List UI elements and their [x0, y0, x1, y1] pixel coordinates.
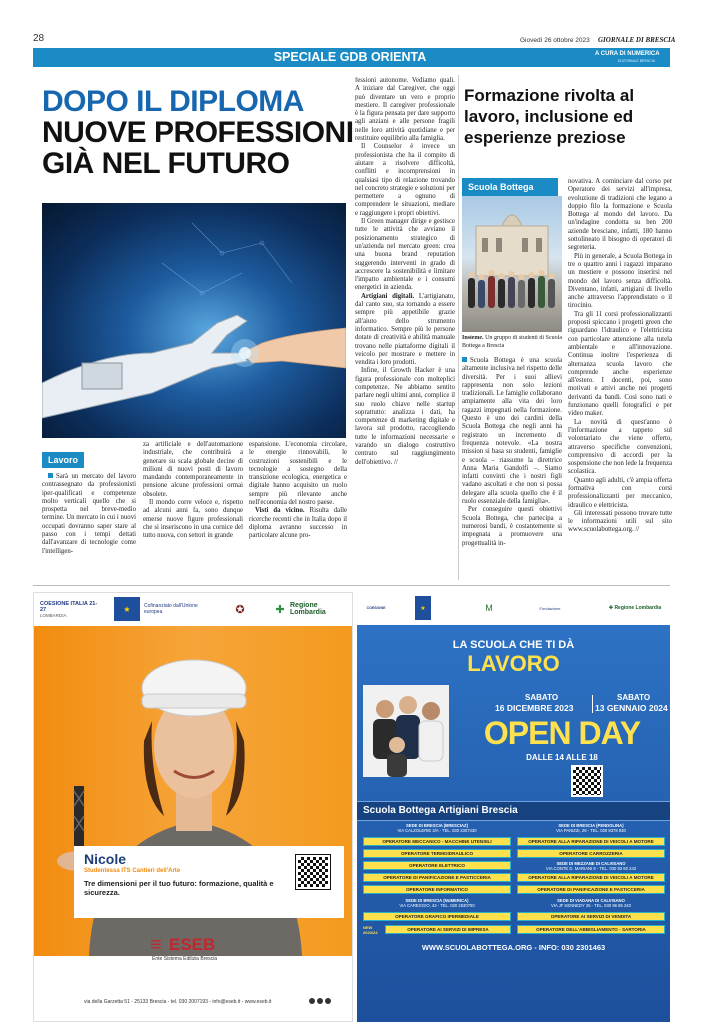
course-right-1[interactable]: OPERATORE ALLA RIPARAZIONE DI VEICOLI A MOTORE	[517, 837, 665, 846]
lombardia-cross-icon: ✚	[275, 603, 285, 616]
date1-day: SABATO	[525, 693, 559, 702]
course-left-7[interactable]: OPERATORE AI SERVIZI DI IMPRESA	[385, 925, 511, 934]
course-right-6[interactable]: OPERATORE DELL'ABBIGLIAMENTO - SARTORIA	[517, 925, 665, 934]
nicole-tagline: Tre dimensioni per il tuo futuro: formazione, qualità e sicurezza.	[84, 879, 274, 897]
robot-hand-image	[42, 203, 346, 438]
course-right-3[interactable]: OPERATORE ALLA RIPARAZIONE DI VEICOLI A MOTORE	[517, 873, 665, 882]
lombardia-logo-2: ✚ Regione Lombardia	[608, 605, 662, 611]
date2-day: SABATO	[617, 693, 651, 702]
course-left-1[interactable]: OPERATORE MECCANICO - MACCHINE UTENSILI	[363, 837, 511, 846]
lavoro-tag: Lavoro	[42, 452, 84, 468]
main-col-right: fessioni autonome. Vediamo quali. A iniziare dal Caregiver, che oggi può diventare un vero e proprio mestiere. Il caregiver professionale è la figura pensata per dare supporto agli anziani e alle persone fragili nelle loro attività quotidiane e per restituire equilibrio alla famiglia. Il Counselor è invece un professionista che ha il compito di aiutare a risolvere difficoltà, conflitti e incomprensioni in qualsiasi tipo di relazione trovando nel concreto strategie e soluzioni per permettere a ognuno di comprendere le situazioni, mediare e raggiungere i propri obiettivi. Il Green manager dirige e gestisce tutte le attività che avviano il posizionamento strategico di un'azienda nel mercato green: crea una buona brand reputation suggerendo interventi in grado di accrescere la sostenibilità e limitare l'impatto ambientale e i consumi energetici in azienda. Artigiani digitali. L'artigianato, dal canto suo, sta tornando a essere sempre più appetibile grazie all'aiuto dello strumento informatico. Sempre più le persone dotate di creatività e abilità manuale trovano nelle piattaforme digitali il veicolo per mostrare e mettere in vendita i loro prodotti. Infine, il Growth Hacker è una figura professionale con molteplici competenze. Ne abbiamo sentito parlare negli ultimi anni, complice il suo ruolo chiave nelle startup soprattutto: analizza i dati, ha competenze di marketing digitale e lavora sul prodotto, raccogliendo tutte le informazioni necessarie e varando un dialogo costruttivo centrato sul raggiungimento dell'obiettivo. //	[355, 77, 455, 466]
side-title: Formazione rivolta al lavoro, inclusione ed esperienze preziose	[464, 86, 635, 147]
facebook-icon[interactable]	[309, 998, 315, 1004]
photo-caption: Insieme. Un gruppo di studenti di Scuola Bottega a Brescia	[462, 335, 562, 349]
date2: 13 GENNAIO 2024	[595, 703, 668, 713]
eseb-logo-mark-icon: ≡	[150, 934, 162, 956]
course-left-3[interactable]: OPERATORE ELETTRICO	[363, 861, 511, 870]
poster-headline-2: LAVORO	[467, 651, 560, 676]
piazza-illustration	[462, 196, 562, 332]
side-article	[462, 75, 672, 580]
sede2: SEDE DI BRESCIA (PENDOLINA) VIA PANIZZI, 28 - TEL. 030 8378 930	[556, 823, 626, 834]
side-col-2: novativa. A cominciare dal corso per Operatore dei servizi all'impresa, evoluzione di tradizioni che legano a doppio filo la formazione e Scuola Bottega al mondo del lavoro. Da un'indagine condotta su ben 200 aziende bresciane, infatti, 180 hanno sottolineato il bisogno di operatori di segreteria. Più in generale, a Scuola Bottega in tre o quattro anni i ragazzi imparano un mestiere e possono inserirsi nel mondo del lavoro senza difficoltà. Diventano, infatti, artigiani di livello anche attraverso l'apprendistato o il tirocinio. Tra gli 11 corsi professionalizzanti proposti spiccano i progetti green che riguardano l'idraulico e l'elettricista con particolare attenzione alla tutela ambientale e all'innovazione. Continua inoltre l'esperienza di alternanza scuola lavoro che comprende anche esperienze all'estero. I docenti, poi, sono motivati e attivi anche nei progetti derivanti da bandi. Così sono nati e funzionano quelli fotografici e per video maker. La novità di quest'anno è l'informazione a tappeto sul volontariato che viene offerto, attraverso specifiche convenzioni, comprensivo di accordi per la sospensione che non lede la frequenza scolastica. Quanto agli adulti, c'è ampia offerta formativa con corsi professionalizzanti per meccanico, idraulico e elettricista. Gli interessati possono trovare tutte le informazioni utili sul sito www.scuolabottega.org. //	[568, 178, 672, 534]
eu-flag-icon-2: ★	[415, 596, 431, 620]
eu-flag-icon: ★	[114, 597, 140, 621]
nicole-role: Studentessa ITS Cantieri dell'Arte	[84, 868, 181, 874]
fse-logo: Fondazione	[539, 605, 561, 611]
course-right-4[interactable]: OPERATORE DI PANIFICAZIONE E PASTICCERIA	[517, 885, 665, 894]
coesione-logo-2: COESIONE	[366, 606, 386, 610]
instagram-icon[interactable]	[317, 998, 323, 1004]
open-day-title: OPEN DAY	[483, 715, 641, 751]
social-icons	[309, 998, 331, 1004]
course-right-5[interactable]: OPERATORE AI SERVIZI DI VENDITA	[517, 912, 665, 921]
poster-footer[interactable]: WWW.SCUOLABOTTEGA.ORG - INFO: 030 2301463	[421, 943, 606, 952]
qr-code-icon[interactable]	[296, 855, 330, 889]
sede1: SEDE DI BRESCIA (BRESCIAZ) VIA CALZOLERIE 3/A - TEL. 030 2307430	[397, 823, 477, 834]
robot-hand-illustration	[42, 203, 346, 438]
numerica-logo: NUMERICA	[627, 51, 660, 57]
main-title-line2: NUOVE PROFESSIONI	[42, 116, 354, 149]
students-photo	[462, 196, 562, 332]
column-divider	[458, 75, 459, 580]
coesione-logo: COESIONE ITALIA 21-27 LOMBARDIA	[40, 600, 98, 618]
eseb-footer: via della Garzetta 51 - 25133 Brescia - tel. 030 2007193 - info@eseb.it - www.eseb.it	[84, 999, 272, 1005]
new-badge: NEW 2023/24	[363, 925, 378, 935]
poster-students-photo	[363, 685, 449, 777]
poster-students-illustration	[363, 685, 449, 777]
main-col-3: espansione. L'economia circolare, le energie rinnovabili, le costruzioni sostenibili e le tecnologie a sostegno della transizione ecologica, energetica e digitale hanno acquisito un ruolo sempre più rilevante anche nell'economia del nostro paese. Visti da vicino. Risulta dalle ricerche recenti che in Italia dopo il diploma avranno successo in particolare alcune pro-	[249, 441, 347, 540]
main-title-line3: GIÀ NEL FUTURO	[42, 147, 290, 180]
page-number: 28	[33, 33, 45, 44]
eseb-logo: ESEB	[169, 935, 216, 954]
curator-sub: EDITORIALE BRESCIA	[618, 59, 656, 63]
main-title-line1: DOPO IL DIPLOMA	[42, 85, 304, 118]
ministry-logo: M	[485, 603, 493, 613]
sede5: SEDE DI VIADANA DI CALVISANO VIA JF KENNEDY 35 - TEL. 030 96 85 240	[551, 898, 631, 909]
sede3: SEDE DI MEZZANE DI CALVISANO VIA CONTE D. MARIANI 8 - TEL. 030 93 60 243	[545, 861, 637, 872]
poster-qr-icon[interactable]	[571, 765, 603, 797]
region-label: Regione Lombardia	[290, 602, 326, 616]
open-day-hours: DALLE 14 ALLE 18	[526, 753, 598, 762]
eseb-logo-sub: Ente Sistema Edilizia Brescia	[152, 956, 218, 962]
course-left-5[interactable]: OPERATORE INFORMATICO	[363, 885, 511, 894]
main-article	[33, 75, 457, 580]
nicole-name: Nicole	[84, 851, 127, 867]
scuola-bottega-ad	[357, 592, 670, 1022]
youtube-icon[interactable]	[325, 998, 331, 1004]
course-left-2[interactable]: OPERATORE TERMOIDRAULICO	[363, 849, 511, 858]
poster-headline-1: LA SCUOLA CHE TI DÀ	[452, 639, 575, 651]
side-tag: Scuola Bottega	[468, 182, 534, 192]
poster	[357, 625, 670, 1022]
bullet-square-icon	[48, 473, 53, 478]
header-date: Giovedì 26 ottobre 2023	[520, 37, 590, 44]
ads-separator	[33, 585, 670, 586]
bullet-square-icon	[462, 357, 467, 362]
curated-by: A CURA DI NUMERICA	[595, 51, 660, 57]
date-divider	[592, 695, 593, 713]
section-title: SPECIALE GDB ORIENTA	[273, 50, 427, 64]
sede4: SEDE DI BRESCIA (NUMERICA) VIA CAREGGIO, 43 - TEL. 030 2530750	[399, 898, 475, 909]
eu-label: Cofinanziato dall'Unione europea	[144, 603, 198, 615]
course-left-4[interactable]: OPERATORE DI PANIFICAZIONE E PASTICCERIA	[363, 873, 511, 882]
course-right-2[interactable]: OPERATORE CARROZZERIA	[517, 849, 665, 858]
school-name: Scuola Bottega Artigiani Brescia	[363, 805, 518, 816]
main-col-1: Sarà un mercato del lavoro contrassegnato da professionisti iper-qualificati e competenze molto verticali quello che si prospetta nel breve-medio termine. Un mercato in cui i nuovi occupati dovranno saper stare al passo con i tempi dettati dall'avanzare di tecnologie come l'intelligen-	[42, 473, 136, 555]
date1: 16 DICEMBRE 2023	[495, 703, 574, 713]
side-col-1: Scuola Bottega è una scuola altamente inclusiva nel rispetto delle diversità. Per i suoi allievi rappresenta non solo lezioni tradizionali. Le famiglie collaborano ampiamente alla vita dei loro ragazzi impegnati nella formazione. Questo è uno dei cardini della Scuola Bottega che negli anni ha registrato un incremento di frequenza notevole. «La nostra mission si basa su studenti, famiglie e scuola – riassume la direttrice Anna Maria Gandolfi –. Siamo infatti convinti che i nostri figli vadano ascoltati e che non si possa delegare alla scuola quello che è il ruolo essenziale della famiglia». Per conseguire questi obiettivi Scuola Bottega, che partecipa a numerosi bandi, è costantemente si impegnata a promuovere una progettualità in-	[462, 357, 562, 547]
course-left-6[interactable]: OPERATORE GRAFICO IPERMEDIALE	[363, 912, 511, 921]
newspaper-name: GIORNALE DI BRESCIA	[598, 36, 676, 44]
republic-emblem-icon: ✪	[235, 603, 245, 616]
eseb-ad	[33, 592, 353, 1022]
main-col-2: za artificiale e dell'automazione industriale, che contribuirà a generare su scala globale decine di milioni di nuovi posti di lavoro mandando contemporaneamente in pensione alcune professioni ormai obsolete. Il mondo corre veloce e, rispetto ad alcuni anni fa, sono dunque emerse nuove figure professionali che si inseriscono in una cornice del tutto nuova, con settori in grande	[143, 441, 243, 540]
